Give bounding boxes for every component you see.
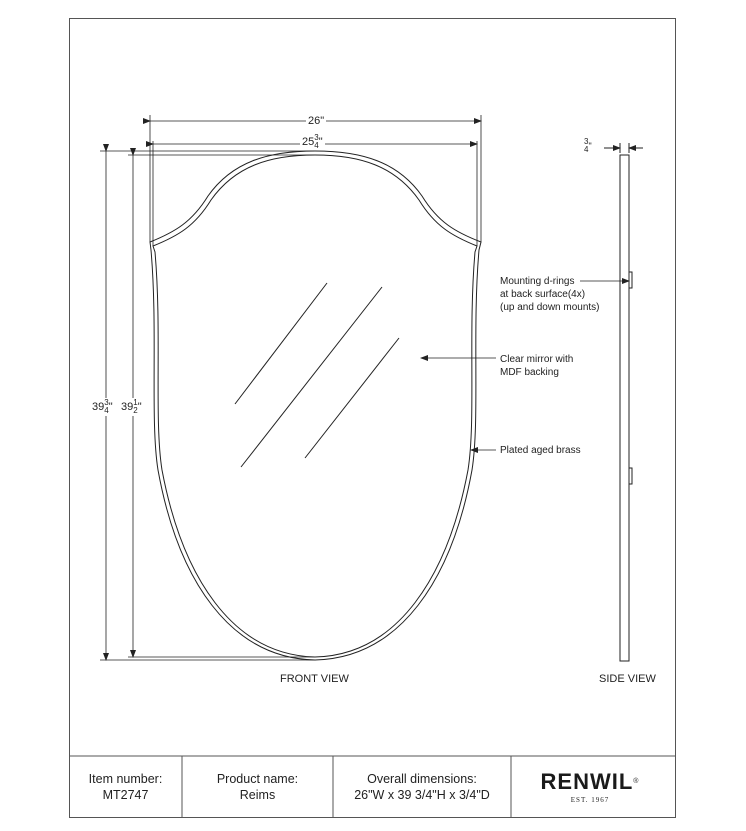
side-view-profile (604, 143, 643, 661)
mirror-callout: Clear mirror with MDF backing (500, 354, 574, 378)
side-view-title: SIDE VIEW (599, 673, 656, 685)
product-name-label: Product name: (216, 771, 299, 786)
mounting-callout: Mounting d-rings at back surface(4x) (up and down mounts) (500, 276, 600, 313)
inner-width-label: 25 3 4 " (302, 133, 323, 150)
renwil-logo: RENWIL® EST. 1967 (540, 769, 640, 804)
overall-dimensions-label: Overall dimensions: (367, 771, 477, 786)
mirror-outline (150, 151, 481, 660)
overall-width-label: 26" (308, 115, 325, 127)
overall-dimensions-cell (333, 756, 511, 817)
inner-height-label: 39 1 2 " (121, 398, 142, 415)
overall-height-label: 39 3 4 " (92, 398, 113, 415)
item-number-label: Item number: (88, 771, 163, 786)
product-name-value: Reims (239, 787, 276, 802)
brass-callout: Plated aged brass (500, 445, 581, 456)
reflection-lines (235, 283, 399, 467)
product-name-cell (182, 756, 333, 817)
depth-label: 3 4 " (584, 137, 592, 154)
item-number-cell (69, 756, 182, 817)
item-number-value: MT2747 (102, 787, 149, 802)
overall-dimensions-value: 26"W x 39 3/4"H x 3/4"D (354, 787, 490, 802)
front-view-title: FRONT VIEW (280, 673, 349, 685)
